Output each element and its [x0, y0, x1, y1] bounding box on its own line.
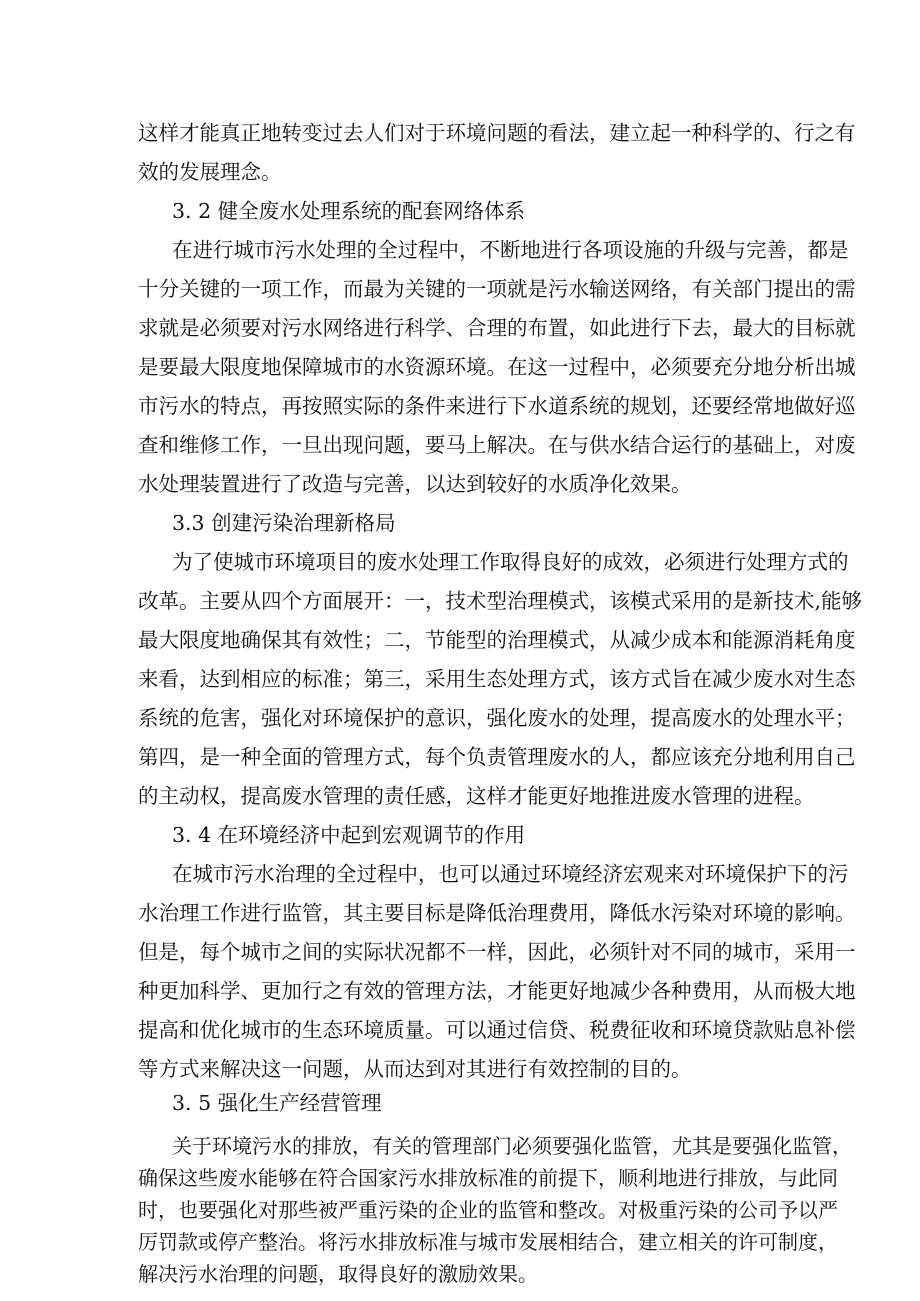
paragraph-line: 提高和优化城市的生态环境质量。可以通过信贷、税费征收和环境贷款贴息补偿 — [138, 1018, 856, 1042]
paragraph-line: 在城市污水治理的全过程中，也可以通过环境经济宏观来对环境保护下的污 — [172, 862, 849, 886]
paragraph-line: 第四，是一种全面的管理方式，每个负责管理废水的人，都应该充分地利用自己 — [138, 745, 856, 769]
paragraph-line: 最大限度地确保其有效性；二，节能型的治理模式，从减少成本和能源消耗角度 — [138, 628, 856, 652]
paragraph-line: 水处理装置进行了改造与完善，以达到较好的水质净化效果。 — [138, 472, 692, 496]
paragraph-line: 解决污水治理的问题，取得良好的激励效果。 — [138, 1262, 538, 1286]
section-heading-3-5: 3. 5 强化生产经营管理 — [172, 1091, 382, 1115]
paragraph-line: 关于环境污水的排放，有关的管理部门必须要强化监管，尤其是要强化监管， — [172, 1134, 852, 1158]
paragraph-line: 是要最大限度地保障城市的水资源环境。在这一过程中，必须要充分地分析出城 — [138, 355, 856, 379]
paragraph-line: 查和维修工作，一旦出现问题，要马上解决。在与供水结合运行的基础上，对废 — [138, 433, 856, 457]
section-heading-3-2: 3. 2 健全废水处理系统的配套网络体系 — [172, 199, 526, 223]
paragraph-line: 十分关键的一项工作，而最为关键的一项就是污水输送网络，有关部门提出的需 — [138, 277, 856, 301]
section-heading-3-3: 3.3 创建污染治理新格局 — [172, 511, 396, 535]
paragraph-line: 时，也要强化对那些被严重污染的企业的监管和整改。对极重污染的公司予以严 — [138, 1198, 838, 1222]
paragraph-line: 等方式来解决这一问题，从而达到对其进行有效控制的目的。 — [138, 1057, 692, 1081]
paragraph-line: 在进行城市污水处理的全过程中，不断地进行各项设施的升级与完善，都是 — [172, 238, 849, 262]
paragraph-line: 来看，达到相应的标准；第三，采用生态处理方式，该方式旨在减少废水对生态 — [138, 667, 856, 691]
paragraph-line: 系统的危害，强化对环境保护的意识，强化废水的处理，提高废水的处理水平； — [138, 706, 856, 730]
paragraph-line: 改革。主要从四个方面展开：一，技术型治理模式，该模式采用的是新技术,能够 — [138, 589, 863, 613]
paragraph-line: 厉罚款或停产整治。将污水排放标准与城市发展相结合，建立相关的许可制度， — [138, 1230, 838, 1254]
paragraph-line: 这样才能真正地转变过去人们对于环境问题的看法，建立起一种科学的、行之有 — [138, 121, 856, 145]
paragraph-line: 效的发展理念。 — [138, 160, 282, 184]
paragraph-line: 种更加科学、更加行之有效的管理方法，才能更好地减少各种费用，从而极大地 — [138, 979, 856, 1003]
paragraph-line: 为了使城市环境项目的废水处理工作取得良好的成效，必须进行处理方式的 — [172, 550, 849, 574]
paragraph-line: 水治理工作进行监管，其主要目标是降低治理费用，降低水污染对环境的影响。 — [138, 901, 856, 925]
paragraph-line: 但是，每个城市之间的实际状况都不一样，因此，必须针对不同的城市，采用一 — [138, 940, 856, 964]
paragraph-line: 求就是必须要对污水网络进行科学、合理的布置，如此进行下去，最大的目标就 — [138, 316, 856, 340]
section-heading-3-4: 3. 4 在环境经济中起到宏观调节的作用 — [172, 823, 526, 847]
paragraph-line: 市污水的特点，再按照实际的条件来进行下水道系统的规划，还要经常地做好巡 — [138, 394, 856, 418]
paragraph-line: 的主动权，提高废水管理的责任感，这样才能更好地推进废水管理的进程。 — [138, 784, 815, 808]
paragraph-line: 确保这些废水能够在符合国家污水排放标准的前提下，顺利地进行排放，与此同 — [138, 1166, 838, 1190]
